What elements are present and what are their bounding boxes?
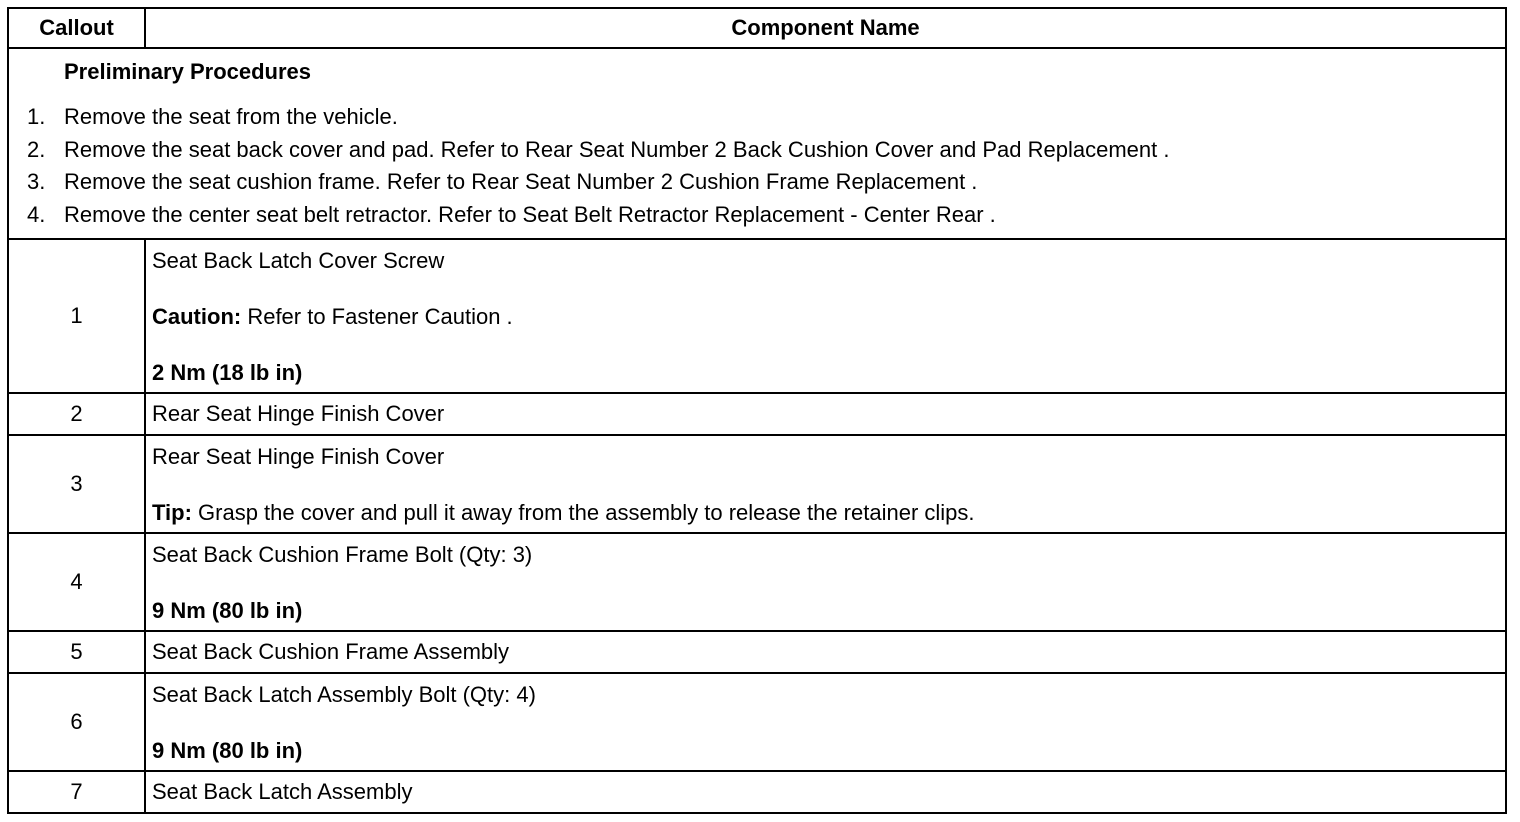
component-cell: [145, 533, 1506, 631]
tip-note: [152, 500, 1505, 526]
table-row: [8, 435, 1506, 533]
callout-number: 6: [8, 673, 145, 771]
caution-note: [152, 304, 1505, 330]
step-number: 3.: [27, 169, 46, 194]
table-row: [8, 533, 1506, 631]
preliminary-procedures: [8, 48, 1506, 239]
torque-spec: 9 Nm (80 lb in): [152, 738, 303, 763]
callout-number: 4: [8, 533, 145, 631]
step-text: Remove the center seat belt retractor. Refer to Seat Belt Retractor Replacement - Center Rear .: [64, 201, 996, 227]
component-name: Seat Back Cushion Frame Bolt (Qty: 3): [152, 542, 533, 567]
preliminary-step: [27, 200, 1505, 233]
component-cell: [145, 239, 1506, 393]
callout-number: 3: [8, 435, 145, 533]
step-text: Remove the seat cushion frame. Refer to Rear Seat Number 2 Cushion Frame Replacement .: [64, 169, 978, 194]
component-name: Seat Back Latch Cover Screw: [152, 248, 445, 273]
callout-number: 2: [8, 393, 145, 435]
component-name: Rear Seat Hinge Finish Cover: [145, 393, 1506, 435]
component-cell: [145, 673, 1506, 771]
table-row: [8, 393, 1506, 435]
step-number: 2.: [27, 136, 46, 162]
component-name: Rear Seat Hinge Finish Cover: [152, 444, 445, 469]
torque-spec: 9 Nm (80 lb in): [152, 598, 303, 623]
component-name-header: Component Name: [145, 8, 1506, 48]
header-row: [8, 8, 1506, 48]
step-text: Remove the seat back cover and pad. Refer to Rear Seat Number 2 Back Cushion Cover and Pad Replacement .: [64, 136, 1170, 162]
preliminary-step: [27, 135, 1505, 168]
tip-text: Grasp the cover and pull it away from the assembly to release the retainer clips.: [191, 500, 975, 525]
callout-number: 5: [8, 631, 145, 673]
caution-text: Refer to Fastener Caution .: [241, 304, 513, 329]
step-number: 4.: [27, 201, 46, 227]
step-text: Remove the seat from the vehicle.: [64, 104, 398, 129]
table-row: [8, 239, 1506, 393]
callout-number: 1: [8, 239, 145, 393]
preliminary-title: Preliminary Procedures: [64, 59, 312, 84]
table-row: [8, 673, 1506, 771]
step-number: 1.: [27, 104, 46, 129]
component-name: Seat Back Latch Assembly Bolt (Qty: 4): [152, 682, 536, 707]
preliminary-row: [8, 48, 1506, 239]
table-row: [8, 771, 1506, 813]
component-table: [7, 7, 1507, 814]
component-cell: [145, 435, 1506, 533]
preliminary-step: [27, 102, 1505, 135]
preliminary-step: [27, 167, 1505, 200]
component-name: Seat Back Cushion Frame Assembly: [145, 631, 1506, 673]
caution-label: Caution:: [152, 304, 242, 329]
torque-spec: 2 Nm (18 lb in): [152, 360, 303, 385]
callout-header: Callout: [8, 8, 145, 48]
preliminary-steps: [27, 102, 1505, 232]
tip-label: Tip:: [152, 500, 192, 525]
table-row: [8, 631, 1506, 673]
component-name: Seat Back Latch Assembly: [145, 771, 1506, 813]
callout-number: 7: [8, 771, 145, 813]
